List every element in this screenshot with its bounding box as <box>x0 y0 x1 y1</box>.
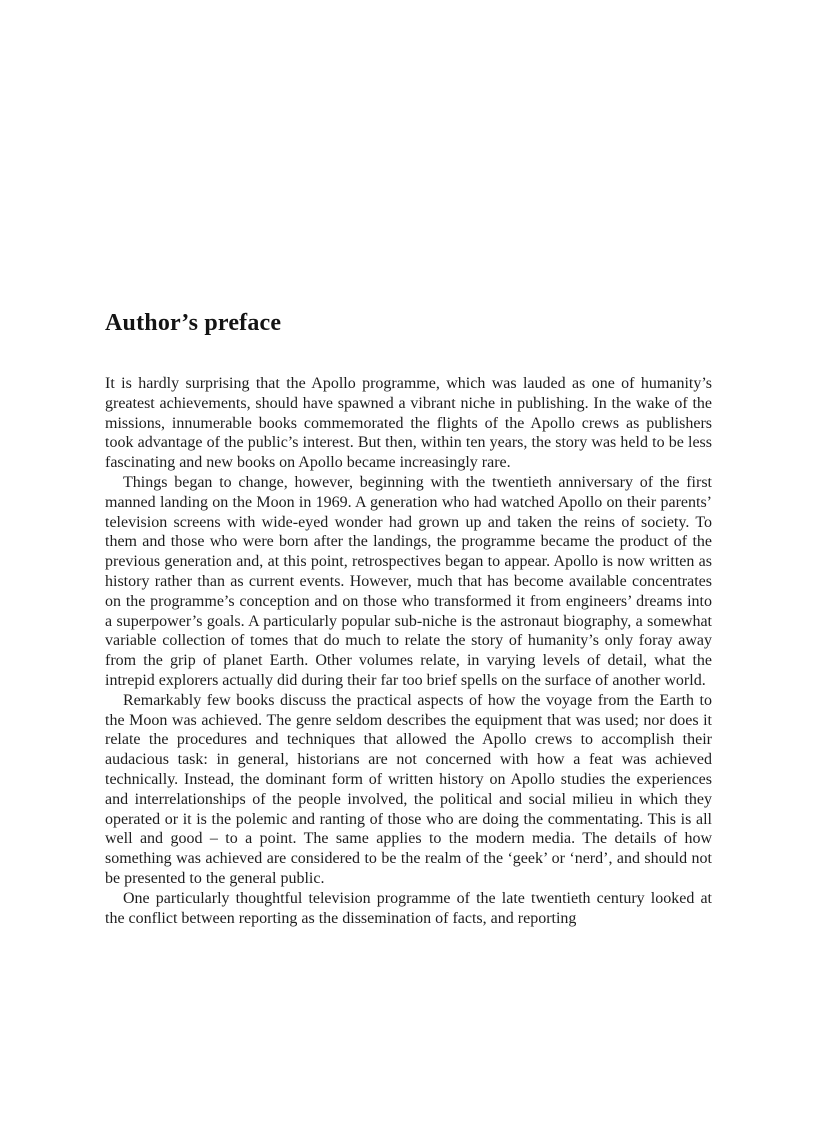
paragraph-1: It is hardly surprising that the Apollo programme, which was lauded as one of humanity’s greatest achievements, should have spawned a vibrant niche in publishing. In the wake of the missions, innumerable books commemorated the flights of the Apollo crews as publishers took advantage of the public’s interest. But then, within ten years, the story was held to be less fascinating and new books on Apollo became increasingly rare. <box>105 375 712 472</box>
body-text <box>105 374 712 928</box>
paragraph-2: Things began to change, however, beginning with the twentieth anniversary of the first manned landing on the Moon in 1969. A generation who had watched Apollo on their parents’ television screens with wide-eyed wonder had grown up and taken the reins of society. To them and those who were born after the landings, the programme became the product of the previous generation and, at this point, retrospectives began to appear. Apollo is now written as history rather than as current events. However, much that has become available concentrates on the programme’s conception and on those who transformed it from engineers’ dreams into a superpower’s goals. A particularly popular sub-niche is the astronaut biography, a somewhat variable collection of tomes that do much to relate the story of humanity’s only foray away from the grip of planet Earth. Other volumes relate, in varying levels of detail, what the intrepid explorers actually did during their far too brief spells on the surface of another world. <box>105 473 712 689</box>
chapter-title: Author’s preface <box>105 310 282 336</box>
paragraph-3: Remarkably few books discuss the practical aspects of how the voyage from the Earth to the Moon was achieved. The genre seldom describes the equipment that was used; nor does it relate the procedures and techniques that allowed the Apollo crews to accomplish their audacious task: in general, historians are not concerned with how a feat was achieved technically. Instead, the dominant form of written history on Apollo studies the experiences and interrelationships of the people involved, the political and social milieu in which they operated or it is the polemic and ranting of those who are doing the commentating. This is all well and good – to a point. The same applies to the modern media. The details of how something was achieved are considered to be the realm of the ‘geek’ or ‘nerd’, and should not be presented to the general public. <box>105 691 712 887</box>
paragraph-4: One particularly thoughtful television programme of the late twentieth century looked at the conflict between reporting as the dissemination of facts, and reporting <box>105 889 712 927</box>
text-column <box>105 309 712 928</box>
